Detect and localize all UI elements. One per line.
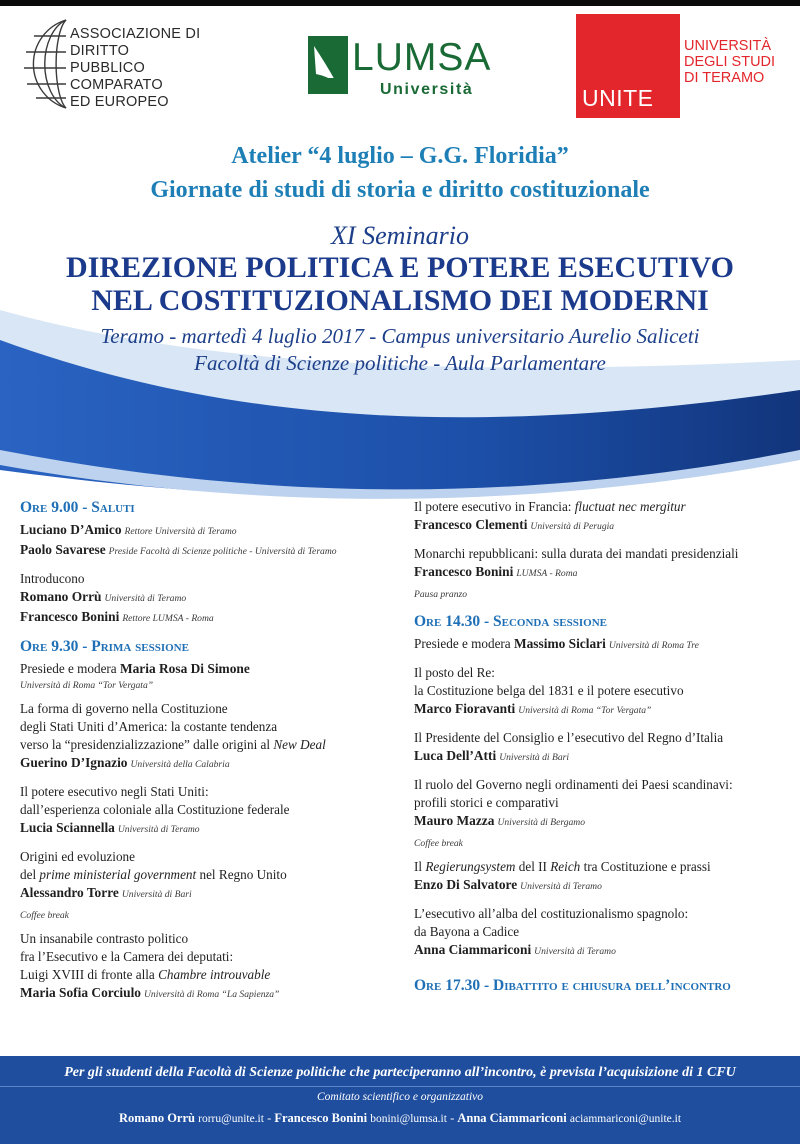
speaker-affiliation: Università di Bari xyxy=(121,889,192,900)
unite-box-label: UNITE xyxy=(582,85,654,111)
talk-title-text: nel Regno Unito xyxy=(199,867,287,882)
speaker-affiliation: Università di Teramo xyxy=(520,881,602,892)
unite-line: DI TERAMO xyxy=(684,70,765,86)
contact-name: Anna Ciammariconi xyxy=(457,1111,567,1125)
chair-label: Presiede e modera xyxy=(20,661,117,676)
speaker-affiliation: Preside Facoltà di Scienze politiche - Università di Teramo xyxy=(108,546,337,557)
talk-title-italic: Chambre introuvable xyxy=(158,967,271,982)
session-heading-dibattito: Ore 17.30 - Dibattito e chiusura dell’incontro xyxy=(414,977,731,994)
speaker-name: Francesco Clementi xyxy=(414,517,528,532)
speaker-name: Alessandro Torre xyxy=(20,885,119,900)
talk-title: dall’esperienza coloniale alla Costituzione federale xyxy=(20,802,290,817)
talk-title-text: del II xyxy=(518,859,547,874)
venue-line-1: Teramo - martedì 4 luglio 2017 - Campus universitario Aurelio Saliceti xyxy=(100,324,700,348)
talk-title: degli Stati Uniti d’America: la costante tendenza xyxy=(20,719,278,734)
main-title-line-1: DIREZIONE POLITICA E POTERE ESECUTIVO xyxy=(66,251,734,284)
speaker-name: Romano Orrù xyxy=(20,589,102,604)
talk-title: fra l’Esecutivo e la Camera dei deputati: xyxy=(20,949,234,964)
atelier-heading: Atelier “4 luglio – G.G. Floridia” xyxy=(231,143,569,169)
talk-title-italic: New Deal xyxy=(273,737,326,752)
session-heading-seconda: Ore 14.30 - Seconda sessione xyxy=(414,613,607,630)
talk-title: Il potere esecutivo negli Stati Uniti: xyxy=(20,784,209,799)
talk-title-text: tra Costituzione e prassi xyxy=(583,859,711,874)
speaker-line xyxy=(414,563,800,583)
association-logo xyxy=(22,14,222,114)
speaker-name: Lucia Sciannella xyxy=(20,820,115,835)
talk-title-italic: fluctuat nec mergitur xyxy=(574,499,686,514)
unite-line: UNIVERSITÀ xyxy=(684,38,772,54)
top-border xyxy=(0,0,800,6)
lunch-break: Pausa pranzo xyxy=(414,589,468,600)
speaker-name: Mauro Mazza xyxy=(414,813,495,828)
globe-icon xyxy=(22,14,68,114)
footer-divider xyxy=(0,1086,800,1087)
talk-title-italic: prime ministerial government xyxy=(39,867,197,882)
unite-box xyxy=(576,14,680,118)
session-heading-saluti: Ore 9.00 - Saluti xyxy=(20,499,135,516)
speaker-affiliation: Università di Teramo xyxy=(117,824,200,835)
talk-title-text: Luigi XVIII di fronte alla xyxy=(20,967,155,982)
lumsa-name: LUMSA xyxy=(352,36,492,79)
coffee-break: Coffee break xyxy=(20,910,69,921)
talk-title xyxy=(20,736,400,754)
speaker-affiliation: Università di Teramo xyxy=(534,946,616,957)
contact-email[interactable]: aciammariconi@unite.it xyxy=(569,1113,682,1125)
talk-title-text: Il xyxy=(414,859,423,874)
chair-line xyxy=(20,660,400,678)
talk-title-text: Il potere esecutivo in Francia: xyxy=(414,499,572,514)
contact-separator: - xyxy=(263,1111,275,1125)
speaker-affiliation: Università di Roma “Tor Vergata” xyxy=(518,705,652,716)
chair-label: Presiede e modera xyxy=(414,636,511,651)
introducono-label: Introducono xyxy=(20,571,85,586)
chair-name: Maria Rosa Di Simone xyxy=(119,661,250,676)
contact-email[interactable]: bonini@lumsa.it xyxy=(370,1113,447,1125)
talk-title: Origini ed evoluzione xyxy=(20,849,135,864)
speaker-name: Maria Sofia Corciulo xyxy=(20,985,141,1000)
speaker-name: Paolo Savarese xyxy=(20,542,106,557)
speaker-line xyxy=(20,819,400,839)
speaker-affiliation: Rettore Università di Teramo xyxy=(124,526,237,537)
association-line: ASSOCIAZIONE DI xyxy=(70,26,201,42)
association-line: DIRITTO xyxy=(70,43,130,59)
talk-title xyxy=(414,858,800,876)
cfu-notice: Per gli studenti della Facoltà di Scienze politiche che parteciperanno all’incontro, è prevista l’acquisizione di 1 CFU xyxy=(64,1065,736,1080)
giornate-heading: Giornate di studi di storia e diritto costituzionale xyxy=(150,177,650,203)
talk-title-text: del xyxy=(20,867,37,882)
association-line: ED EUROPEO xyxy=(70,94,169,110)
chair-name: Massimo Siclari xyxy=(513,636,606,651)
talk-title: da Bayona a Cadice xyxy=(414,924,520,939)
lumsa-logo xyxy=(306,34,506,104)
talk-title: Monarchi repubblicani: sulla durata dei mandati presidenziali xyxy=(414,546,739,561)
programme-right-column xyxy=(414,498,800,999)
chair-affiliation: Università di Roma Tre xyxy=(608,640,699,651)
talk-title xyxy=(414,498,800,516)
speaker-line xyxy=(20,521,400,541)
speaker-affiliation: Università di Roma “La Sapienza” xyxy=(144,989,280,1000)
association-name xyxy=(70,26,230,111)
talk-title-italic: Regierungsystem xyxy=(425,859,516,874)
contact-name: Romano Orrù xyxy=(118,1111,195,1125)
association-line: COMPARATO xyxy=(70,77,163,93)
talk-title: Il Presidente del Consiglio e l’esecutivo del Regno d’Italia xyxy=(414,730,724,745)
speaker-name: Anna Ciammariconi xyxy=(414,942,532,957)
unite-line: DEGLI STUDI xyxy=(684,54,776,70)
committee-contacts xyxy=(0,1111,800,1126)
talk-title xyxy=(20,966,400,984)
unite-logo xyxy=(576,14,786,118)
speaker-line xyxy=(20,984,400,1004)
speaker-name: Francesco Bonini xyxy=(414,564,514,579)
speaker-affiliation: Università di Bergamo xyxy=(497,817,586,828)
contact-name: Francesco Bonini xyxy=(274,1111,368,1125)
speaker-line xyxy=(20,884,400,904)
contact-separator: - xyxy=(446,1111,458,1125)
speaker-name: Marco Fioravanti xyxy=(414,701,516,716)
contact-email[interactable]: rorru@unite.it xyxy=(198,1113,264,1125)
footer-band xyxy=(0,1056,800,1144)
chair-affiliation: Università di Roma “Tor Vergata” xyxy=(20,680,154,691)
speaker-line xyxy=(414,812,800,832)
speaker-name: Francesco Bonini xyxy=(20,609,120,624)
programme-left-column xyxy=(20,498,400,1004)
speaker-line xyxy=(414,516,800,536)
speaker-name: Luciano D’Amico xyxy=(20,522,122,537)
speaker-line xyxy=(414,700,800,720)
coffee-break: Coffee break xyxy=(414,838,463,849)
talk-title xyxy=(20,866,400,884)
speaker-line xyxy=(20,588,400,608)
talk-title: Il ruolo del Governo negli ordinamenti dei Paesi scandinavi: xyxy=(414,777,733,792)
talk-title: La forma di governo nella Costituzione xyxy=(20,701,228,716)
talk-title-text: verso la “presidenzializzazione” dalle origini al xyxy=(20,737,271,752)
speaker-line xyxy=(20,754,400,774)
speaker-line xyxy=(414,747,800,767)
speaker-name: Luca Dell’Atti xyxy=(414,748,497,763)
speaker-line xyxy=(414,876,800,896)
speaker-line xyxy=(20,541,400,561)
unite-name xyxy=(684,38,788,86)
speaker-affiliation: LUMSA - Roma xyxy=(516,568,578,579)
session-heading-prima: Ore 9.30 - Prima sessione xyxy=(20,638,189,655)
talk-title: la Costituzione belga del 1831 e il potere esecutivo xyxy=(414,683,684,698)
speaker-affiliation: Università di Teramo xyxy=(104,593,187,604)
speaker-name: Guerino D’Ignazio xyxy=(20,755,128,770)
speaker-affiliation: Università di Bari xyxy=(499,752,570,763)
talk-title: L’esecutivo all’alba del costituzionalismo spagnolo: xyxy=(414,906,689,921)
lumsa-subtitle: Università xyxy=(380,81,474,98)
chair-line xyxy=(414,635,800,655)
speaker-name: Enzo Di Salvatore xyxy=(414,877,518,892)
speaker-affiliation: Università della Calabria xyxy=(130,759,230,770)
speaker-line xyxy=(414,941,800,961)
venue-line-2: Facoltà di Scienze politiche - Aula Parlamentare xyxy=(194,351,606,375)
main-title-line-2: NEL COSTITUZIONALISMO DEI MODERNI xyxy=(91,284,709,317)
talk-title: Un insanabile contrasto politico xyxy=(20,931,189,946)
talk-title: profili storici e comparativi xyxy=(414,795,559,810)
seminario-label: XI Seminario xyxy=(331,221,469,250)
association-line: PUBBLICO xyxy=(70,60,145,76)
talk-title-italic: Reich xyxy=(550,859,581,874)
speaker-affiliation: Rettore LUMSA - Roma xyxy=(122,613,214,624)
speaker-line xyxy=(20,608,400,628)
committee-label: Comitato scientifico e organizzativo xyxy=(317,1091,483,1103)
talk-title: Il posto del Re: xyxy=(414,665,495,680)
speaker-affiliation: Università di Perugia xyxy=(530,521,615,532)
